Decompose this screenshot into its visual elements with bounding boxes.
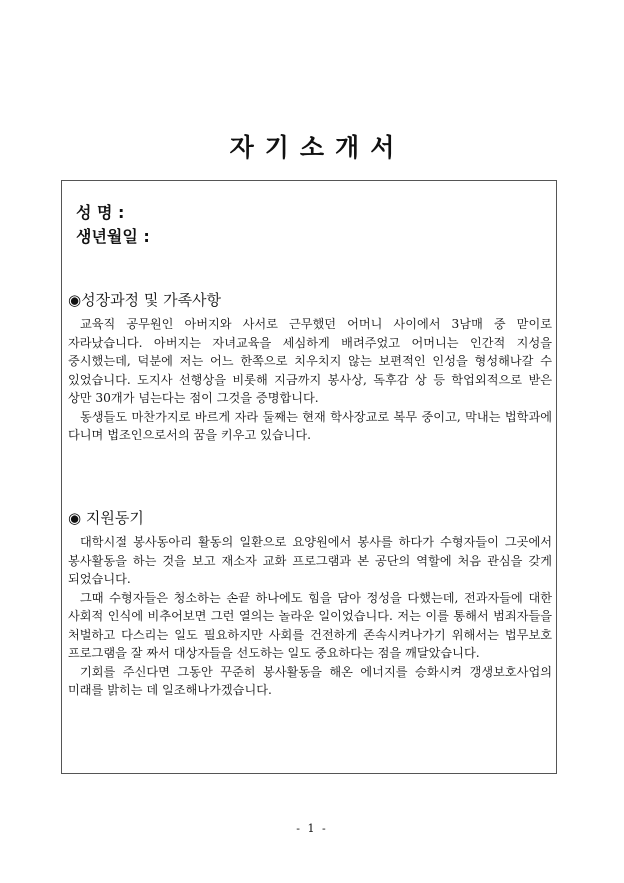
page-number: - 1 - <box>296 822 328 835</box>
content-box <box>61 180 557 774</box>
section-upbringing <box>68 289 552 445</box>
section-heading: ◉성장과정 및 가족사항 <box>68 291 222 309</box>
paragraph: 교육직 공무원인 아버지와 사서로 근무했던 어머니 사이에서 3남매 중 맏이로 자라났습니다. 아버지는 자녀교육을 세심하게 배려주었고 어머니는 인간적 지성을 중시했는데, 덕분에 저는 어느 한쪽으로 치우치지 않는 보편적인 인성을 형성해나갈 수 있었습니다. 도지사 선행상을 비롯해 지금까지 봉사상, 독후감 상 등 학업외적으로 받은 상만 30개가 넘는다는 점이 그것을 증명합니다. <box>68 317 552 405</box>
section-heading: ◉ 지원동기 <box>68 509 144 527</box>
birth-row <box>76 225 150 249</box>
name-label: 성 명 : <box>76 203 125 222</box>
document-title: 자기소개서 <box>229 133 406 162</box>
profile-block <box>76 201 150 249</box>
name-row <box>76 201 150 225</box>
paragraph: 기회를 주신다면 그동안 꾸준히 봉사활동을 해온 에너지를 승화시켜 갱생보호사업의 미래를 밝히는 데 일조해나가겠습니다. <box>68 664 552 697</box>
birth-label: 생년월일 : <box>76 227 150 246</box>
section-motivation <box>68 507 552 700</box>
paragraph: 대학시절 봉사동아리 활동의 일환으로 요양원에서 봉사를 하다가 수형자들이 그곳에서 봉사활동을 하는 것을 보고 재소자 교화 프로그램과 본 공단의 역할에 처음 관심을 갖게 되었습니다. <box>68 535 552 586</box>
paragraph: 동생들도 마찬가지로 바르게 자라 둘째는 현재 학사장교로 복무 중이고, 막내는 법학과에 다니며 법조인으로서의 꿈을 키우고 있습니다. <box>68 409 552 442</box>
paragraph: 그때 수형자들은 청소하는 손끝 하나에도 힘을 담아 정성을 다했는데, 전과자들에 대한 사회적 인식에 비추어보면 그런 열의는 놀라운 일이었습니다. 저는 이를 통해서 범죄자들을 처벌하고 다스리는 일도 필요하지만 사회를 건전하게 존속시켜나가기 위해서는 법무보호 프로그램을 잘 짜서 대상자들을 선도하는 일도 중요하다는 점을 깨달았습니다. <box>68 590 552 660</box>
